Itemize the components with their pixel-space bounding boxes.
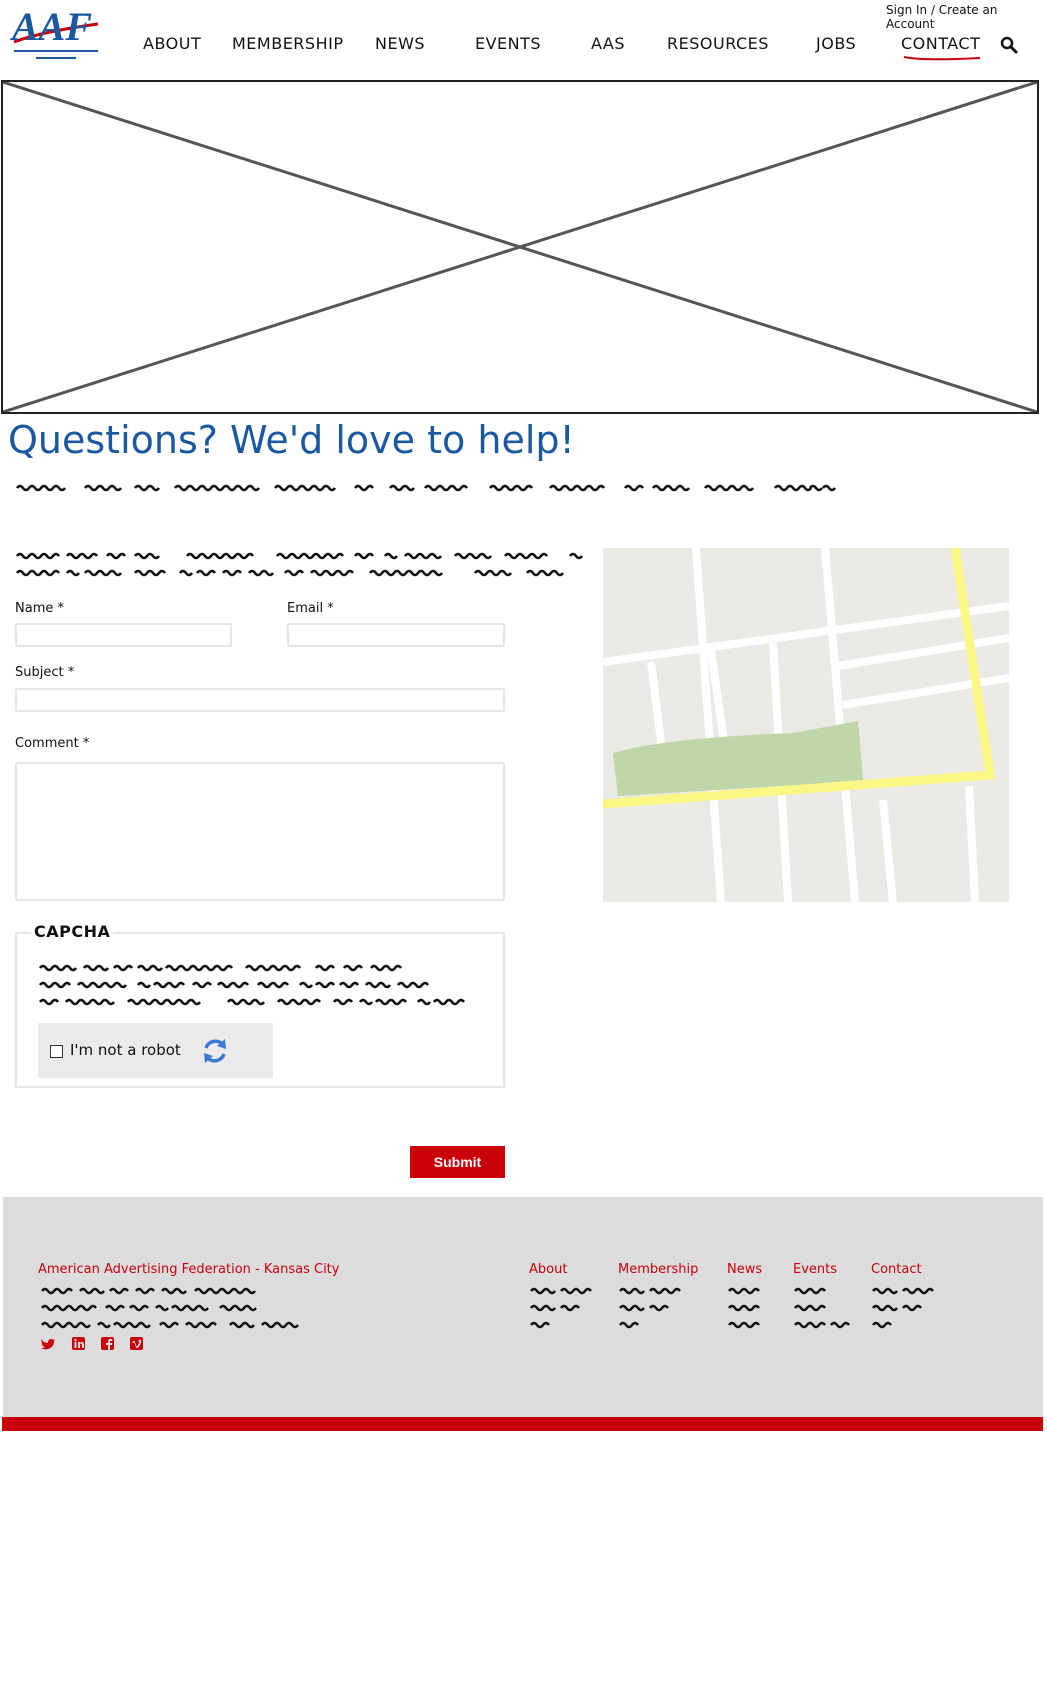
footer-col-contact[interactable]: Contact bbox=[871, 1262, 922, 1277]
email-field[interactable] bbox=[287, 623, 505, 647]
footer-col-membership[interactable]: Membership bbox=[618, 1262, 699, 1277]
nav-events[interactable]: EVENTS bbox=[475, 34, 542, 53]
nav-aas[interactable]: AAS bbox=[591, 34, 625, 53]
email-label: Email * bbox=[287, 601, 334, 616]
nav-contact[interactable]: CONTACT bbox=[901, 34, 981, 53]
comment-textarea[interactable] bbox=[15, 762, 505, 901]
nav-membership[interactable]: MEMBERSHIP bbox=[232, 34, 344, 53]
intro-placeholder-text bbox=[15, 483, 838, 493]
twitter-icon[interactable] bbox=[40, 1336, 55, 1351]
form-intro-placeholder-text bbox=[15, 551, 595, 579]
robot-checkbox[interactable] bbox=[50, 1045, 63, 1058]
vimeo-icon[interactable] bbox=[129, 1336, 144, 1351]
footer-col-events[interactable]: Events bbox=[793, 1262, 838, 1277]
subject-field[interactable] bbox=[15, 688, 505, 712]
nav-resources[interactable]: RESOURCES bbox=[667, 34, 769, 53]
nav-about[interactable]: ABOUT bbox=[143, 34, 202, 53]
aaf-logo[interactable] bbox=[10, 2, 100, 66]
recaptcha-refresh-icon bbox=[200, 1036, 230, 1066]
footer-news-links-placeholder bbox=[727, 1286, 767, 1330]
footer-membership-links-placeholder bbox=[618, 1286, 688, 1330]
footer-contact-links-placeholder bbox=[871, 1286, 941, 1330]
svg-text:AAF: AAF bbox=[12, 4, 93, 49]
robot-label: I'm not a robot bbox=[70, 1041, 181, 1059]
nav-news[interactable]: NEWS bbox=[375, 34, 426, 53]
captcha-placeholder-text bbox=[38, 963, 493, 1007]
submit-button[interactable]: Submit bbox=[410, 1146, 505, 1178]
footer-org-name: American Advertising Federation - Kansas City bbox=[38, 1262, 340, 1277]
name-field[interactable] bbox=[15, 623, 232, 647]
footer-accent-bar bbox=[2, 1417, 1043, 1431]
hero-image-placeholder bbox=[1, 80, 1039, 414]
page-title: Questions? We'd love to help! bbox=[8, 418, 575, 462]
nav-jobs[interactable]: JOBS bbox=[816, 34, 857, 53]
footer-events-links-placeholder bbox=[793, 1286, 863, 1330]
linkedin-icon[interactable] bbox=[71, 1336, 86, 1351]
footer-col-about[interactable]: About bbox=[529, 1262, 568, 1277]
location-map[interactable] bbox=[603, 548, 1009, 902]
facebook-icon[interactable] bbox=[100, 1336, 115, 1351]
captcha-title: CAPCHA bbox=[31, 922, 113, 941]
subject-label: Subject * bbox=[15, 665, 75, 680]
name-label: Name * bbox=[15, 601, 64, 616]
search-icon[interactable] bbox=[1000, 36, 1018, 54]
recaptcha-widget bbox=[38, 1023, 273, 1078]
footer-col-news[interactable]: News bbox=[727, 1262, 763, 1277]
active-nav-underline bbox=[903, 55, 981, 61]
footer-org-placeholder-text bbox=[40, 1286, 310, 1330]
comment-label: Comment * bbox=[15, 736, 90, 751]
sign-in-link[interactable]: Sign In / Create an Account bbox=[886, 3, 998, 31]
footer-about-links-placeholder bbox=[529, 1286, 599, 1330]
